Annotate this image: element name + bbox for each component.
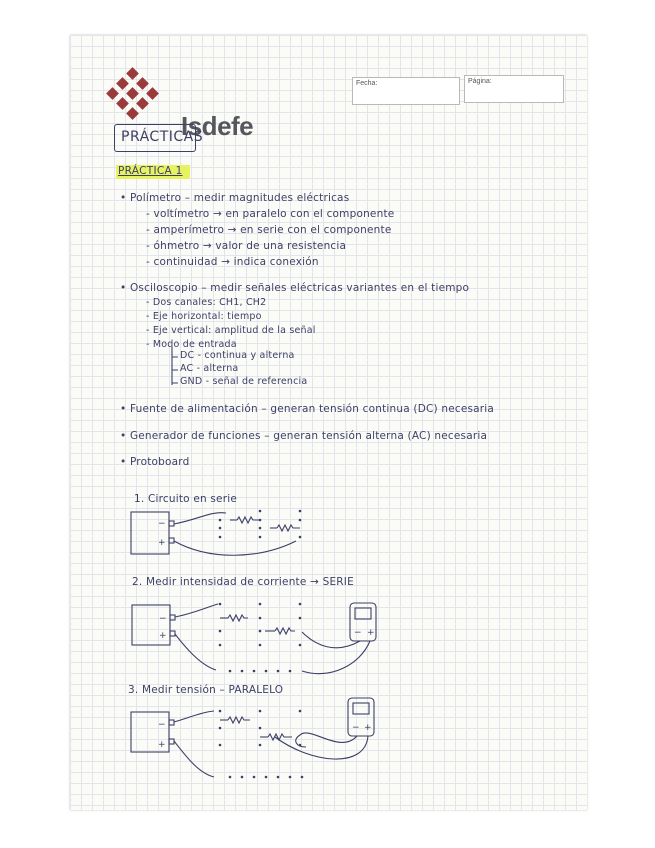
resistor-icon: [228, 615, 248, 621]
bullet-title: Generador de funciones – generan tensión alterna (AC) necesaria: [129, 430, 488, 442]
resistor-icon: [275, 628, 295, 634]
minus-sign: −: [158, 519, 166, 529]
list-item: - amperímetro → en serie con el componente: [146, 224, 392, 236]
bullet-title: Protoboard: [129, 456, 190, 468]
bullet-fuente: • Fuente de alimentación – generan tensión continua (DC) necesaria: [120, 403, 495, 415]
list-item: - óhmetro → valor de una resistencia: [146, 240, 347, 252]
source-terminal: [170, 631, 175, 636]
list-item: - continuidad → indica conexión: [146, 256, 319, 268]
sketches: [70, 35, 587, 810]
list-item: - voltímetro → en paralelo con el componente: [146, 208, 395, 220]
bullet-title: Polímetro – medir magnitudes eléctricas: [129, 192, 350, 204]
bullet-title: Osciloscopio – medir señales eléctricas variantes en el tiempo: [129, 282, 470, 294]
bullet-osciloscopio: • Osciloscopio – medir señales eléctricas variantes en el tiempo: [120, 282, 470, 294]
bullet-polimetro: • Polímetro – medir magnitudes eléctricas: [120, 192, 350, 204]
source-terminal: [169, 521, 174, 526]
minus-sign: −: [352, 723, 360, 733]
bullet-generador: • Generador de funciones – generan tensión alterna (AC) necesaria: [120, 430, 488, 442]
resistor-icon: [277, 525, 300, 531]
source-terminal: [169, 538, 174, 543]
fecha-label: Fecha:: [356, 80, 378, 87]
bullet-title: Fuente de alimentación – generan tensión continua (DC) necesaria: [129, 403, 495, 415]
minus-sign: −: [159, 614, 167, 624]
resistor-icon: [237, 517, 260, 523]
wire: [174, 513, 226, 524]
probe-wire: [275, 736, 368, 759]
plus-sign: +: [158, 538, 166, 548]
wire: [175, 604, 218, 617]
resistor-icon: [228, 717, 250, 723]
mode-item: AC - alterna: [180, 363, 239, 374]
circuit-title: 1. Circuito en serie: [134, 493, 237, 505]
practice-subtitle: PRÁCTICA 1: [118, 165, 183, 177]
minus-sign: −: [354, 628, 362, 638]
plus-sign: +: [367, 628, 375, 638]
list-item: - Eje vertical: amplitud de la señal: [146, 325, 316, 336]
wire: [174, 711, 214, 722]
mode-bracket: [172, 347, 178, 385]
circuit-title: 2. Medir intensidad de corriente → SERIE: [132, 576, 354, 588]
list-item: - Modo de entrada: [146, 339, 237, 350]
wire: [175, 634, 216, 670]
plus-sign: +: [159, 631, 167, 641]
minus-sign: −: [158, 720, 166, 730]
probe-wire: [296, 733, 357, 747]
list-item: - Eje horizontal: tiempo: [146, 311, 262, 322]
section-title: PRÁCTICAS: [121, 129, 204, 145]
notebook-page: [70, 35, 587, 810]
circuit-title: 3. Medir tensión – PARALELO: [128, 684, 284, 696]
source-terminal: [170, 615, 175, 620]
mode-item: DC - continua y alterna: [180, 350, 295, 361]
list-item: - Dos canales: CH1, CH2: [146, 297, 267, 308]
brand-name: Isdefe: [181, 111, 254, 141]
wire: [174, 541, 296, 555]
probe-wire: [302, 641, 370, 674]
source-terminal: [169, 739, 174, 744]
plus-sign: +: [158, 740, 166, 750]
plus-sign: +: [364, 723, 372, 733]
pagina-label: Página:: [468, 78, 492, 85]
bullet-protoboard: • Protoboard: [120, 456, 190, 468]
wire: [174, 741, 214, 777]
mode-item: GND - señal de referencia: [180, 376, 308, 387]
source-terminal: [169, 720, 174, 725]
resistor-icon: [268, 734, 292, 740]
